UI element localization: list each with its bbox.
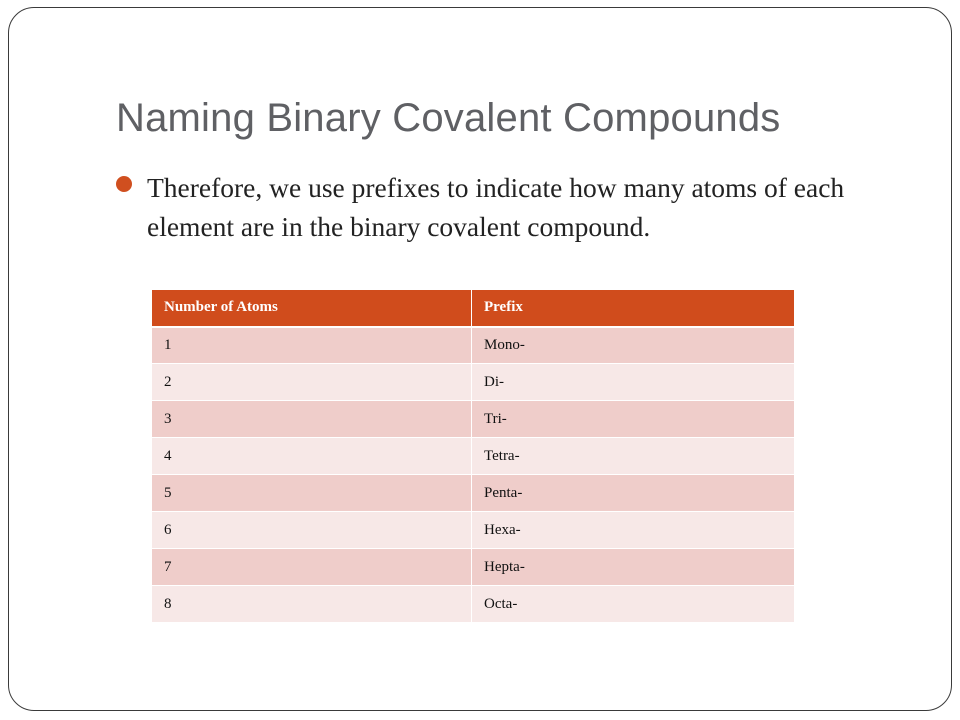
table-row [152,586,795,623]
prefix-cell: Tetra- [472,438,795,475]
prefix-cell: Tri- [472,401,795,438]
table-row [152,401,795,438]
atom-count-cell: 5 [152,475,472,512]
table-header-row [152,290,795,327]
atom-count-cell: 4 [152,438,472,475]
prefix-table [151,289,795,623]
prefix-cell: Di- [472,364,795,401]
slide-title: Naming Binary Covalent Compounds [116,96,781,140]
header-prefix: Prefix [472,290,795,327]
atom-count-cell: 8 [152,586,472,623]
prefix-cell: Hexa- [472,512,795,549]
table-row [152,438,795,475]
table-row [152,475,795,512]
atom-count-cell: 3 [152,401,472,438]
slide [8,7,952,711]
bullet-dot-icon [116,176,132,192]
atom-count-cell: 2 [152,364,472,401]
table-row [152,512,795,549]
atom-count-cell: 6 [152,512,472,549]
bullet-text: Therefore, we use prefixes to indicate how many atoms of each element are in the binary covalent compound. [147,172,845,242]
table-row [152,364,795,401]
prefix-cell: Mono- [472,327,795,364]
atom-count-cell: 7 [152,549,472,586]
prefix-cell: Octa- [472,586,795,623]
prefix-cell: Hepta- [472,549,795,586]
table-row [152,549,795,586]
prefix-cell: Penta- [472,475,795,512]
atom-count-cell: 1 [152,327,472,364]
header-number-of-atoms: Number of Atoms [152,290,472,327]
table-row [152,327,795,364]
